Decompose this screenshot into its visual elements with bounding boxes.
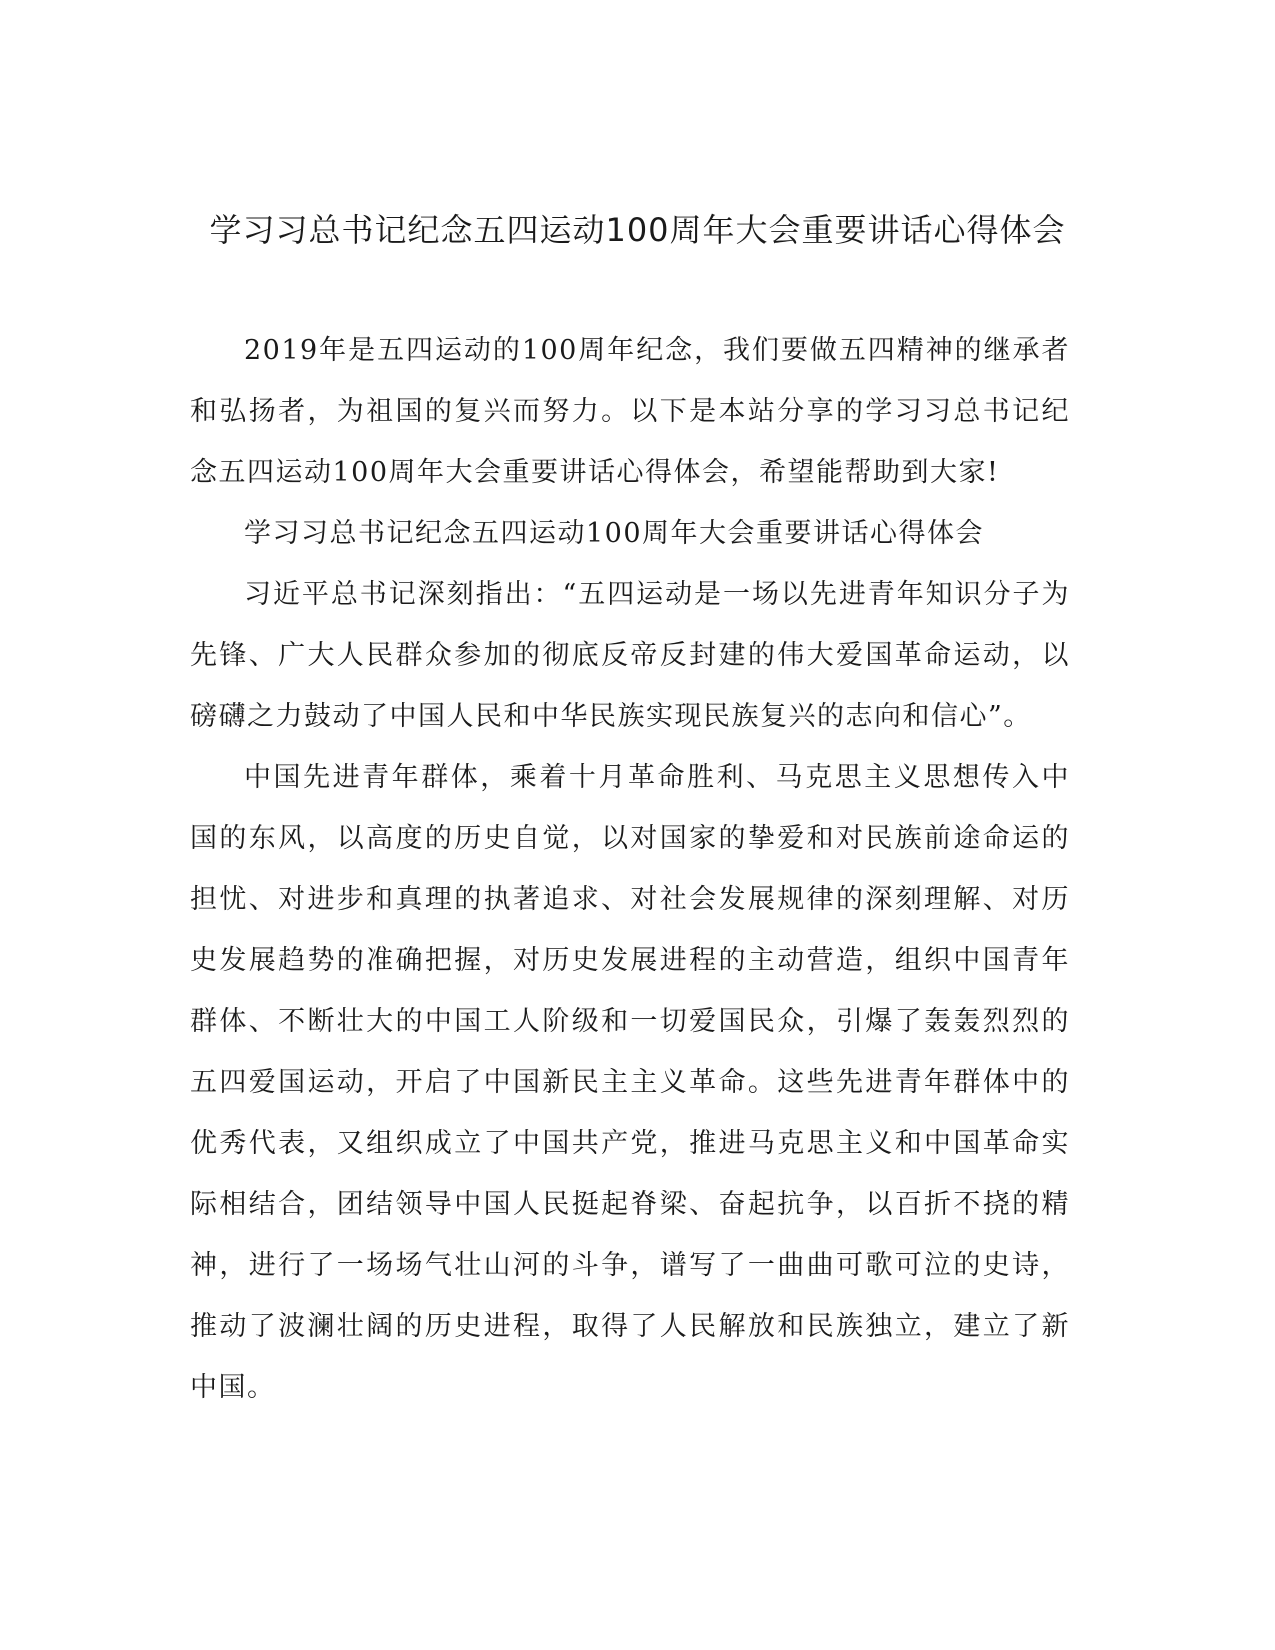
- section-heading: 学习习总书记纪念五四运动100周年大会重要讲话心得体会: [244, 518, 985, 549]
- intro-paragraph: 2019年是五四运动的100周年纪念，我们要做五四精神的继承者和弘扬者，为祖国的复兴而努力。以下是本站分享的学习习总书记纪念五四运动100周年大会重要讲话心得体会，希望能帮助到大家!: [190, 335, 1070, 488]
- document-body: [190, 320, 1070, 1418]
- body-paragraph: 中国先进青年群体，乘着十月革命胜利、马克思主义思想传入中国的东风，以高度的历史自觉，以对国家的挚爱和对民族前途命运的担忧、对进步和真理的执著追求、对社会发展规律的深刻理解、对历史发展趋势的准确把握，对历史发展进程的主动营造，组织中国青年群体、不断壮大的中国工人阶级和一切爱国民众，引爆了轰轰烈烈的五四爱国运动，开启了中国新民主主义革命。这些先进青年群体中的优秀代表，又组织成立了中国共产党，推进马克思主义和中国革命实际相结合，团结领导中国人民挺起脊梁、奋起抗争，以百折不挠的精神，进行了一场场气壮山河的斗争，谱写了一曲曲可歌可泣的史诗，推动了波澜壮阔的历史进程，取得了人民解放和民族独立，建立了新中国。: [190, 762, 1070, 1403]
- document-title: 学习习总书记纪念五四运动100周年大会重要讲话心得体会: [209, 211, 1066, 249]
- quote-paragraph: 习近平总书记深刻指出：“五四运动是一场以先进青年知识分子为先锋、广大人民群众参加的彻底反帝反封建的伟大爱国革命运动，以磅礴之力鼓动了中国人民和中华民族实现民族复兴的志向和信心”。: [190, 579, 1070, 732]
